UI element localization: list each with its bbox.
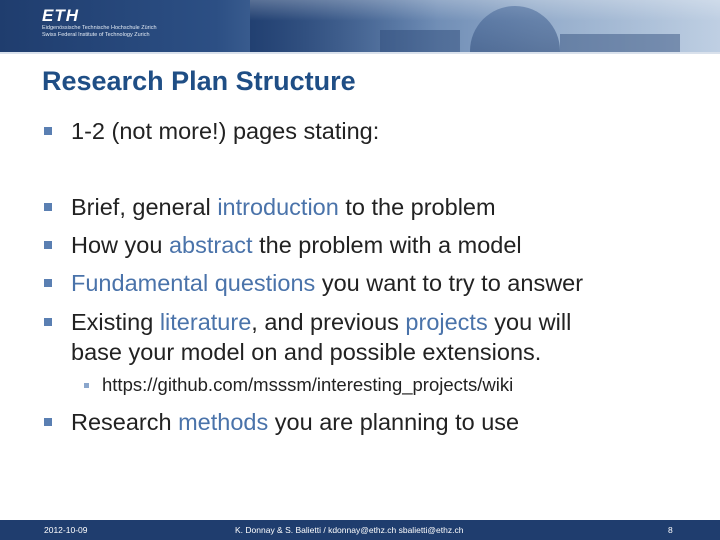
bullet-text: Research methods you are planning to use xyxy=(71,409,520,435)
slide-title: Research Plan Structure xyxy=(42,66,356,96)
institution-line-2: Swiss Federal Institute of Technology Zurich xyxy=(42,32,150,38)
bullet-square-icon xyxy=(44,203,52,211)
bullet-square-icon xyxy=(44,279,52,287)
bullet-square-icon xyxy=(44,418,52,426)
page-number: 8 xyxy=(668,525,673,535)
sub-bullet-square-icon xyxy=(84,383,89,388)
bullet-square-icon xyxy=(44,318,52,326)
wiki-link[interactable]: https://github.com/msssm/interesting_projects/wiki xyxy=(102,374,514,395)
bullet-square-icon xyxy=(44,241,52,249)
footer-date: 2012-10-09 xyxy=(44,525,88,535)
bullet-text: 1-2 (not more!) pages stating: xyxy=(71,118,380,144)
footer-authors: K. Donnay & S. Balietti / kdonnay@ethz.ch sbalietti@ethz.ch xyxy=(235,525,464,535)
institution-line-1: Eidgenössische Technische Hochschule Zürich xyxy=(42,25,157,31)
eth-logo: ETH xyxy=(42,6,79,25)
institution-name xyxy=(42,25,157,39)
bullet-square-icon xyxy=(44,127,52,135)
bullet-text: Existing literature, and previous projects you will xyxy=(71,309,572,335)
header-banner xyxy=(0,0,720,52)
bullet-text: Fundamental questions you want to try to answer xyxy=(71,270,584,296)
bullet-text-line-2: base your model on and possible extensions. xyxy=(71,339,542,365)
footer-bar xyxy=(0,520,720,540)
banner-building xyxy=(380,30,460,52)
title-divider xyxy=(0,52,720,54)
bullet-text: How you abstract the problem with a model xyxy=(71,232,522,258)
bullet-text: Brief, general introduction to the problem xyxy=(71,194,496,220)
banner-building xyxy=(560,34,680,52)
